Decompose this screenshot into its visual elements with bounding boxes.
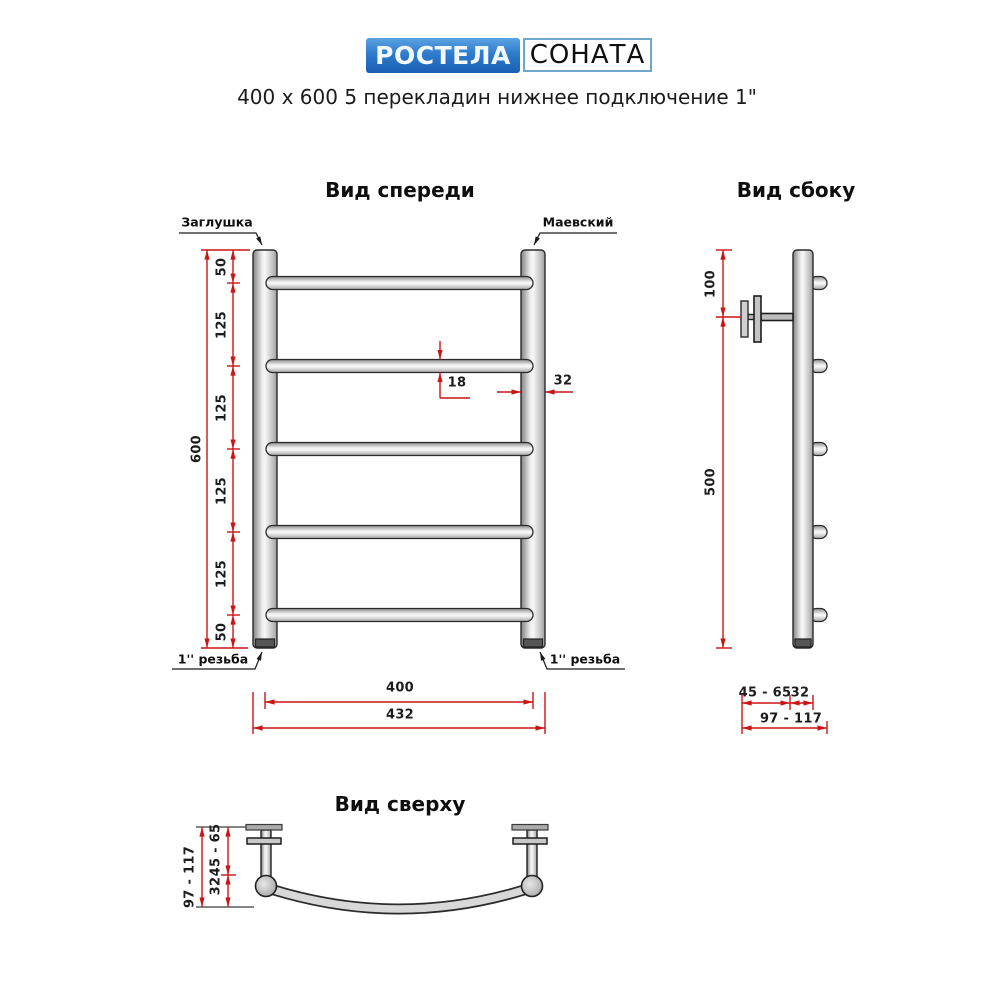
front-left-thread	[256, 639, 275, 647]
brand-logo-primary: РОСТЕЛА	[366, 38, 520, 73]
top-wall-brackets	[246, 825, 548, 879]
dim-front-width-centers: 400	[385, 680, 415, 696]
dim-front-segment-3: 125	[214, 393, 230, 423]
dim-top-tube-diameter: 32	[208, 876, 224, 896]
dim-side-top-offset: 100	[703, 269, 719, 299]
side-view-drawing	[716, 250, 827, 734]
top-right-tube-section	[522, 876, 543, 897]
side-wall-bracket	[741, 296, 793, 342]
dim-side-overall-depth: 97 - 117	[759, 711, 823, 727]
top-extension-lines	[196, 827, 254, 907]
label-mayevsky-valve: Маевский	[542, 214, 614, 230]
dim-front-overall-height: 600	[189, 434, 205, 464]
dim-front-width-overall: 432	[385, 707, 415, 723]
brand-logo-secondary: СОНАТА	[523, 38, 652, 72]
front-view-title: Вид спереди	[325, 178, 475, 202]
dim-front-segment-2: 125	[214, 310, 230, 340]
dim-side-wall-to-tube: 45 - 65	[738, 685, 792, 701]
product-subtitle: 400 x 600 5 перекладин нижнее подключение 1"	[237, 85, 757, 109]
side-tube	[793, 250, 813, 648]
side-view-title: Вид сбоку	[736, 178, 856, 202]
top-view-drawing	[196, 825, 548, 910]
dim-front-segment-5: 125	[214, 559, 230, 589]
dim-front-tube-diameter: 32	[553, 373, 573, 389]
top-left-tube-section	[256, 876, 277, 897]
top-view-title: Вид сверху	[334, 792, 466, 816]
side-thread	[795, 639, 811, 647]
dim-side-bracket-span: 500	[703, 467, 719, 497]
dim-front-segment-4: 125	[214, 476, 230, 506]
label-thread-left: 1'' резьба	[177, 651, 249, 667]
front-right-thread	[524, 639, 543, 647]
label-plug: Заглушка	[181, 214, 253, 230]
front-crossbars	[266, 277, 533, 622]
dim-side-tube-diameter: 32	[790, 685, 810, 701]
dim-top-overall-depth: 97 - 117	[182, 845, 198, 909]
dim-front-segment-6: 50	[214, 622, 230, 642]
dim-front-bar-diameter: 18	[447, 375, 467, 391]
label-thread-right: 1'' резьба	[549, 651, 621, 667]
top-curved-bar	[274, 890, 524, 909]
dim-front-segment-1: 50	[214, 257, 230, 277]
dim-top-wall-to-tube: 45 - 65	[208, 823, 224, 877]
